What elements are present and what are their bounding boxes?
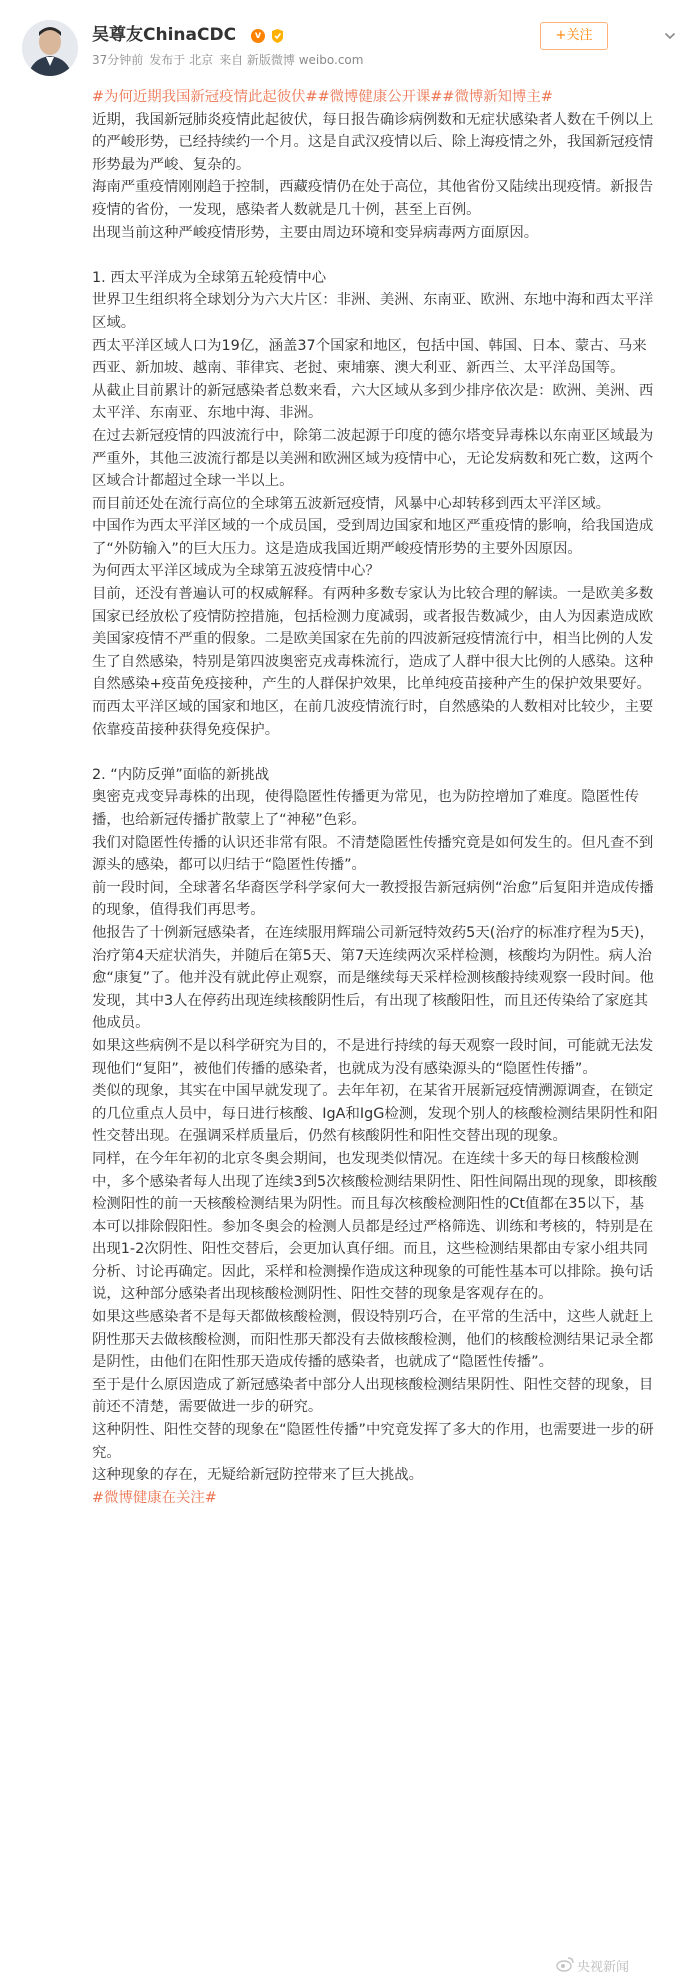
section-heading: 1. 西太平洋成为全球第五轮疫情中心 [92,269,327,286]
paragraph: 至于是什么原因造成了新冠感染者中部分人出现核酸检测结果阴性、阳性交替的现象，目前还不清楚，需要做进一步的研究。 [92,1376,654,1416]
paragraph: 类似的现象，其实在中国早就发现了。去年年初，在某省开展新冠疫情溯源调查，在锁定的几位重点人员中，每日进行核酸、IgA和IgG检测，发现个别人的核酸检测结果阴性和阳性交替出现。在强调采样质量后，仍然有核酸阴性和阳性交替出现的现象。 [92,1083,658,1145]
paragraph: 如果这些感染者不是每天都做核酸检测，假设特别巧合，在平常的生活中，这些人就赶上阴性那天去做核酸检测，而阳性那天都没有去做核酸检测，他们的核酸检测结果记录全都是阴性，由他们在阳性那天造成传播的感染者，也就成了“隐匿性传播”。 [92,1309,654,1371]
post-source[interactable]: 来自 新版微博 weibo.com [219,53,364,67]
weibo-logo-icon [556,1956,574,1972]
post-body [92,86,658,1509]
level-badge-icon [270,28,285,44]
avatar-photo-icon [22,20,78,76]
paragraph: 世界卫生组织将全球划分为六大片区：非洲、美洲、东南亚、欧洲、东地中海和西太平洋区域。 [92,292,654,331]
watermark: 央视新闻 [577,1960,630,1975]
paragraph: 中国作为西太平洋区域的一个成员国，受到周边国家和地区严重疫情的影响，给我国造成了“外防输入”的巨大压力。这是造成我国近期严峻疫情形势的主要外因原因。 [92,518,654,557]
paragraph: 海南严重疫情刚刚趋于控制，西藏疫情仍在处于高位，其他省份又陆续出现疫情。新报告疫情的省份，一发现，感染者人数就是几十例，甚至上百例。 [92,179,654,218]
follow-button[interactable]: +关注 [540,22,608,50]
paragraph: 西太平洋区域人口为19亿，涵盖37个国家和地区，包括中国、韩国、日本、蒙古、马来西亚、新加坡、越南、菲律宾、老挝、柬埔寨、澳大利亚、新西兰、太平洋岛国等。 [92,337,647,377]
post-time: 37分钟前 [92,53,144,67]
paragraph: 奥密克戎变异毒株的出现，使得隐匿性传播更为常见，也为防控增加了难度。隐匿性传播，也给新冠传播扩散蒙上了“神秘”色彩。 [92,789,639,828]
paragraph: 目前，还没有普遍认可的权威解释。有两种多数专家认为比较合理的解读。一是欧美多数国家已经放松了疫情防控措施，包括检测力度减弱，或者报告数减少，由人为因素造成欧美国家疫情不严重的假象。二是欧美国家在先前的四波新冠疫情流行中，相当比例的人发生了自然感染，特别是第四波奥密克戎毒株流行，造成了人群中很大比例的人感染。这种自然感染+疫苗免疫接种，产生的人群保护效果，比单纯疫苗接种产生的保护效果要好。而西太平洋区域的国家和地区，在前几波疫情流行时，自然感染的人数相对比较少，主要依靠疫苗接种获得免疫保护。 [92,586,654,738]
avatar[interactable] [22,20,78,76]
blank-line [92,244,658,267]
post-meta [92,52,369,68]
paragraph: 前一段时间，全球著名华裔医学科学家何大一教授报告新冠病例“治愈”后复阳并造成传播的现象，值得我们再思考。 [92,879,654,919]
paragraph: 这种阴性、阳性交替的现象在“隐匿性传播”中究竟发挥了多大的作用，也需要进一步的研究。 [92,1422,654,1461]
paragraph: 如果这些病例不是以科学研究为目的，不是进行持续的每天观察一段时间，可能就无法发现他们“复阳”，被他们传播的感染者，也就成为没有感染源头的“隐匿性传播”。 [92,1037,654,1077]
post-location: 发布于 北京 [149,53,214,67]
paragraph: 同样，在今年年初的北京冬奥会期间，也发现类似情况。在连续十多天的每日核酸检测中，多个感染者每人出现了连续3到5次核酸检测结果阴性、阳性间隔出现的现象，即核酸检测阳性的前一天核酸检测结果为阴性。而且每次核酸检测阳性的Ct值都在35以下，基本可以排除假阳性。参加冬奥会的检测人员都是经过严格筛选、训练和考核的，特别是在出现1-2次阴性、阳性交替后，会更加认真仔细。而且，这些检测结果都由专家小组共同分析、讨论再确定。因此，采样和检测操作造成这种现象的可能性基本可以排除。换句话说，这种部分感染者出现核酸检测阴性、阳性交替的现象是客观存在的。 [92,1150,658,1303]
paragraph: 而目前还处在流行高位的全球第五波新冠疫情，风暴中心却转移到西太平洋区域。 [92,495,611,512]
paragraph: 出现当前这种严峻疫情形势，主要由周边环境和变异病毒两方面原因。 [92,224,539,241]
paragraph: 他报告了十例新冠感染者，在连续服用辉瑞公司新冠特效药5天(治疗的标准疗程为5天)，治疗第4天症状消失，并随后在第5天、第7天连续两次采样检测，核酸均为阴性。病人治愈“康复”了。他并没有就此停止观察，而是继续每天采样检测核酸持续观察一段时间。他发现，其中3人在停药出现连续核酸阴性后，有出现了核酸阳性，而且还传染给了家庭其他成员。 [92,924,654,1032]
paragraph: 我们对隐匿性传播的认识还非常有限。不清楚隐匿性传播究竟是如何发生的。但凡查不到源头的感染，都可以归结于“隐匿性传播”。 [92,834,654,874]
hashtag-line[interactable]: #为何近期我国新冠疫情此起彼伏##微博健康公开课##微博新知博主# [92,89,553,105]
paragraph: 为何西太平洋区域成为全球第五波疫情中心？ [92,563,380,580]
section-heading: 2. “内防反弹”面临的新挑战 [92,766,270,783]
paragraph: 近期，我国新冠肺炎疫情此起彼伏，每日报告确诊病例数和无症状感染者人数在千例以上的严峻形势，已经持续约一个月。这是自武汉疫情以后、除上海疫情之外，我国新冠疫情形势最为严峻、复杂的。 [92,111,654,173]
paragraph: 从截止目前累计的新冠感染者总数来看，六大区域从多到少排序依次是：欧洲、美洲、西太平洋、东南亚、东地中海、非洲。 [92,382,654,422]
blank-line [92,741,658,764]
author-name[interactable]: 吴尊友ChinaCDC [92,25,237,45]
chevron-down-icon[interactable] [664,30,676,42]
hashtag-line[interactable]: #微博健康在关注# [92,1489,217,1506]
paragraph: 这种现象的存在，无疑给新冠防控带来了巨大挑战。 [92,1467,423,1484]
verified-badge: v [251,29,265,43]
paragraph: 在过去新冠疫情的四波流行中，除第二波起源于印度的德尔塔变异毒株以东南亚区域最为严重外，其他三波流行都是以美洲和欧洲区域为疫情中心，无论发病数和死亡数，这两个区域合计都超过全球一半以上。 [92,427,654,490]
